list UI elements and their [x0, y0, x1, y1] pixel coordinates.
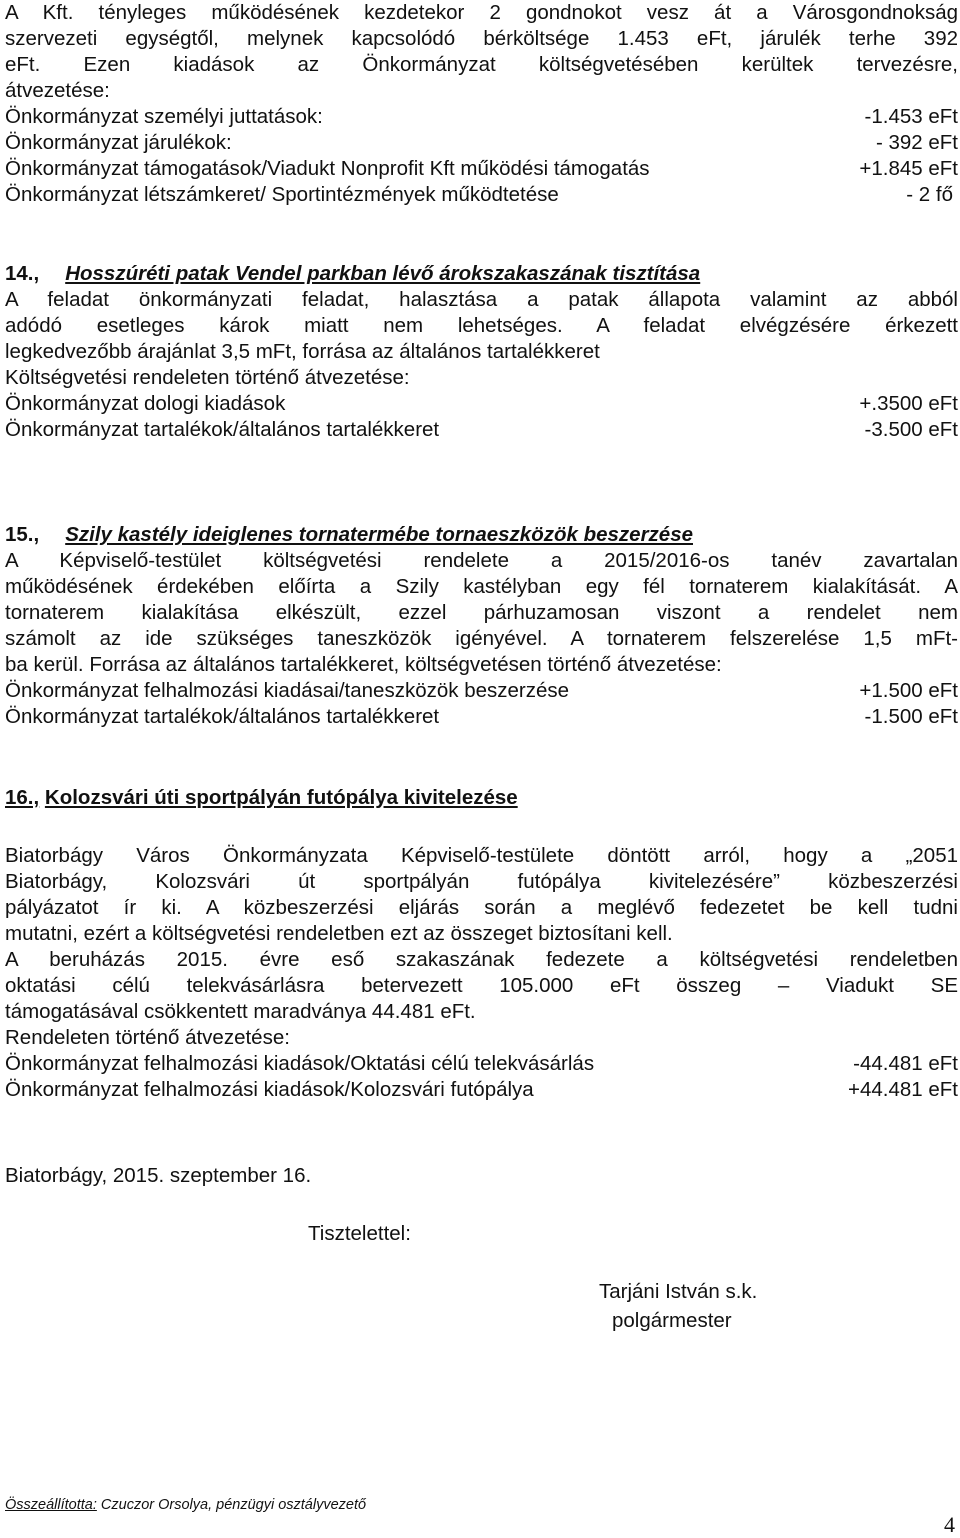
page-number: 4 — [944, 1512, 955, 1537]
section-line: Biatorbágy Város Önkormányzata Képviselő-testülete döntött arról, hogy a „2051 — [5, 844, 958, 867]
section-number: 16., — [5, 786, 40, 809]
budget-item-label: Önkormányzat felhalmozási kiadások/Kolozsvári futópálya — [5, 1078, 534, 1101]
budget-item-label: Önkormányzat felhalmozási kiadásai/taneszközök beszerzése — [5, 679, 570, 702]
signer-title: polgármester — [612, 1309, 732, 1332]
section-line: A Képviselő-testület költségvetési rendelete a 2015/2016-os tanév zavartalan — [5, 549, 958, 572]
budget-item-label: Önkormányzat személyi juttatások: — [5, 105, 323, 128]
budget-item-amount: -44.481 eFt — [853, 1052, 958, 1075]
budget-item-label: Önkormányzat tartalékok/általános tartalékkeret — [5, 705, 440, 728]
intro-line: szervezeti egységtől, melynek kapcsolódó bérköltsége 1.453 eFt, járulék terhe 392 — [5, 27, 958, 50]
section-line: oktatási célú telekvásárlásra betervezett 105.000 eFt összeg – Viadukt SE — [5, 974, 958, 997]
budget-item — [5, 704, 958, 730]
intro-line: A Kft. tényleges működésének kezdetekor 2 gondnokot vesz át a Városgondnokság — [5, 1, 958, 24]
footer-label: Összeállította: — [5, 1497, 97, 1513]
section-line: legkedvezőbb árajánlat 3,5 mFt, forrása az általános tartalékkeret — [5, 340, 600, 363]
budget-item — [5, 417, 958, 443]
section-number: 14., — [5, 262, 40, 285]
section-line: támogatásával csökkentett maradványa 44.481 eFt. — [5, 1000, 476, 1023]
budget-item — [5, 104, 958, 130]
section-16 — [5, 785, 958, 811]
transfer-label: Rendeleten történő átvezetése: — [5, 1026, 290, 1049]
section-title: Kolozsvári úti sportpályán futópálya kivitelezése — [44, 786, 518, 809]
budget-item-label: Önkormányzat támogatások/Viadukt Nonprofit Kft működési támogatás — [5, 157, 650, 180]
section-line: A feladat önkormányzati feladat, halasztása a patak állapota valamint az abból — [5, 288, 958, 311]
footer-text: Czuczor Orsolya, pénzügyi osztályvezető — [96, 1497, 367, 1513]
budget-item — [5, 678, 958, 704]
section-line: Biatorbágy, Kolozsvári út sportpályán futópálya kivitelezésére” közbeszerzési — [5, 870, 958, 893]
section-line: ba kerül. Forrása az általános tartalékkeret, költségvetésen történő átvezetése: — [5, 653, 722, 676]
budget-item — [5, 156, 958, 182]
budget-item — [5, 391, 958, 417]
section-line: működésének érdekében előírta a Szily kastélyban egy fél tornaterem kialakítását. A — [5, 575, 958, 598]
budget-item-amount: +1.500 eFt — [859, 679, 958, 702]
place-date: Biatorbágy, 2015. szeptember 16. — [5, 1164, 312, 1187]
section-title: Hosszúréti patak Vendel parkban lévő árokszakaszának tisztítása — [65, 262, 701, 285]
budget-item-amount: +44.481 eFt — [848, 1078, 958, 1101]
budget-item — [5, 130, 958, 156]
section-line: A beruházás 2015. évre eső szakaszának fedezete a költségvetési rendeletben — [5, 948, 958, 971]
budget-item-label: Önkormányzat létszámkeret/ Sportintézmények működtetése — [5, 183, 559, 206]
signer-name: Tarjáni István s.k. — [599, 1280, 758, 1303]
intro-line: eFt. Ezen kiadások az Önkormányzat költségvetésében kerültek tervezésre, — [5, 53, 958, 76]
budget-item-amount: - 2 fő — [906, 183, 953, 206]
budget-item-label: Önkormányzat tartalékok/általános tartalékkeret — [5, 418, 440, 441]
budget-item-amount: +.3500 eFt — [859, 392, 958, 415]
section-title: Szily kastély ideiglenes tornatermébe tornaeszközök beszerzése — [65, 523, 693, 546]
section-line: pályázatot ír ki. A közbeszerzési eljárás során a meglévő fedezetet be kell tudni — [5, 896, 958, 919]
budget-item-amount: -3.500 eFt — [864, 418, 958, 441]
section-14 — [5, 261, 958, 443]
budget-item-label: Önkormányzat felhalmozási kiadások/Oktatási célú telekvásárlás — [5, 1052, 595, 1075]
budget-item-amount: -1.500 eFt — [864, 705, 958, 728]
budget-item-label: Önkormányzat járulékok: — [5, 131, 232, 154]
section-line: Költségvetési rendeleten történő átvezetése: — [5, 366, 410, 389]
greeting: Tisztelettel: — [308, 1222, 411, 1245]
section-16-paragraph-1 — [5, 843, 958, 1103]
section-heading — [5, 522, 958, 548]
intro-paragraph — [5, 0, 958, 208]
budget-item-amount: -1.453 eFt — [864, 105, 958, 128]
budget-item-label: Önkormányzat dologi kiadások — [5, 392, 286, 415]
section-heading — [5, 261, 958, 287]
section-line: mutatni, ezért a költségvetési rendeletben ezt az összeget biztosítani kell. — [5, 922, 673, 945]
section-number: 15., — [5, 523, 40, 546]
budget-item — [5, 1051, 958, 1077]
budget-item — [5, 1077, 958, 1103]
section-15 — [5, 522, 958, 730]
section-line: tornaterem kialakítása elkészült, ezzel párhuzamosan viszont a rendelet nem — [5, 601, 958, 624]
section-line: számolt az ide szükséges taneszközök igényével. A tornaterem felszerelése 1,5 mFt- — [5, 627, 958, 650]
footer — [5, 1497, 366, 1513]
budget-item-amount: - 392 eFt — [875, 131, 958, 154]
section-heading — [5, 785, 958, 811]
section-line: adódó esetleges károk miatt nem lehetséges. A feladat elvégzésére érkezett — [5, 314, 958, 337]
budget-item — [5, 182, 958, 208]
intro-line: átvezetése: — [5, 79, 110, 102]
budget-item-amount: +1.845 eFt — [859, 157, 958, 180]
